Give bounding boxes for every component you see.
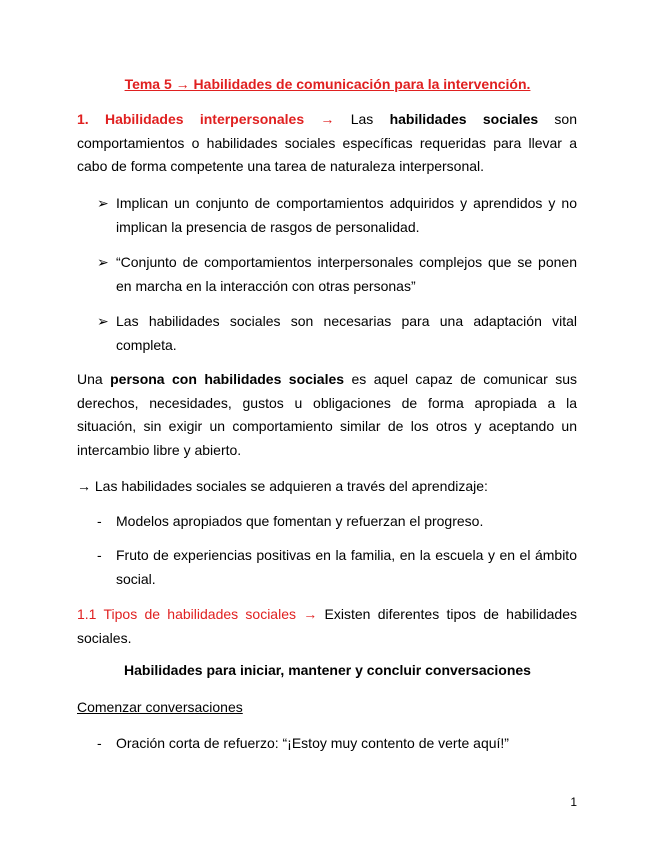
section-1-heading: 1. Habilidades interpersonales → bbox=[77, 111, 335, 127]
persona-post: es aquel capaz de comunicar sus derechos, necesidades, gustos u obligaciones de forma apropiada a la situación, sin exigir un comportamiento similar de los otros y aceptando un intercambio libre y abierto. bbox=[77, 371, 577, 458]
section-1-1-paragraph bbox=[77, 603, 577, 650]
dash-bullet-item: Oración corta de refuerzo: “¡Estoy muy contento de verte aquí!” bbox=[116, 735, 509, 751]
arrow-bullet-item: Las habilidades sociales son necesarias para una adaptación vital completa. bbox=[116, 313, 577, 353]
arrow-bullet-icon: ➢ bbox=[97, 313, 109, 329]
subheading: Habilidades para iniciar, mantener y concluir conversaciones bbox=[124, 662, 531, 678]
dash-bullet-item: Modelos apropiados que fomentan y refuerzan el progreso. bbox=[116, 513, 484, 529]
comenzar-heading: Comenzar conversaciones bbox=[77, 699, 243, 715]
page-number: 1 bbox=[570, 795, 577, 809]
section-1-intro-pre: Las bbox=[334, 111, 390, 127]
arrow-bullet-icon: ➢ bbox=[97, 254, 109, 270]
section-1-intro-post: son comportamientos o habilidades sociales específicas requeridas para llevar a cabo de forma competente una tarea de naturaleza interpersonal. bbox=[77, 111, 578, 174]
dash-bullet-icon: - bbox=[97, 547, 102, 563]
dash-bullet-icon: - bbox=[97, 513, 102, 529]
dash-bullet-item: Fruto de experiencias positivas en la familia, en la escuela y en el ámbito social. bbox=[116, 547, 577, 587]
section-1-1-text: Existen diferentes tipos de habilidades sociales. bbox=[77, 606, 577, 646]
section-1-intro-bold: habilidades sociales bbox=[389, 111, 539, 127]
aprendizaje-line: → Las habilidades sociales se adquieren a través del aprendizaje: bbox=[77, 478, 488, 494]
dash-bullet-icon: - bbox=[97, 735, 102, 751]
persona-pre: Una bbox=[77, 371, 111, 387]
page-title: Tema 5 → Habilidades de comunicación para la intervención. bbox=[124, 76, 531, 92]
arrow-bullet-icon: ➢ bbox=[97, 195, 109, 211]
persona-bold: persona con habilidades sociales bbox=[110, 371, 345, 387]
section-1-paragraph bbox=[77, 108, 577, 179]
persona-paragraph bbox=[77, 368, 577, 462]
arrow-bullet-item: “Conjunto de comportamientos interpersonales complejos que se ponen en marcha en la interacción con otras personas” bbox=[116, 254, 577, 294]
section-1-1-heading: 1.1 Tipos de habilidades sociales → bbox=[77, 606, 318, 622]
arrow-bullet-item: Implican un conjunto de comportamientos adquiridos y aprendidos y no implican la presencia de rasgos de personalidad. bbox=[116, 195, 577, 235]
